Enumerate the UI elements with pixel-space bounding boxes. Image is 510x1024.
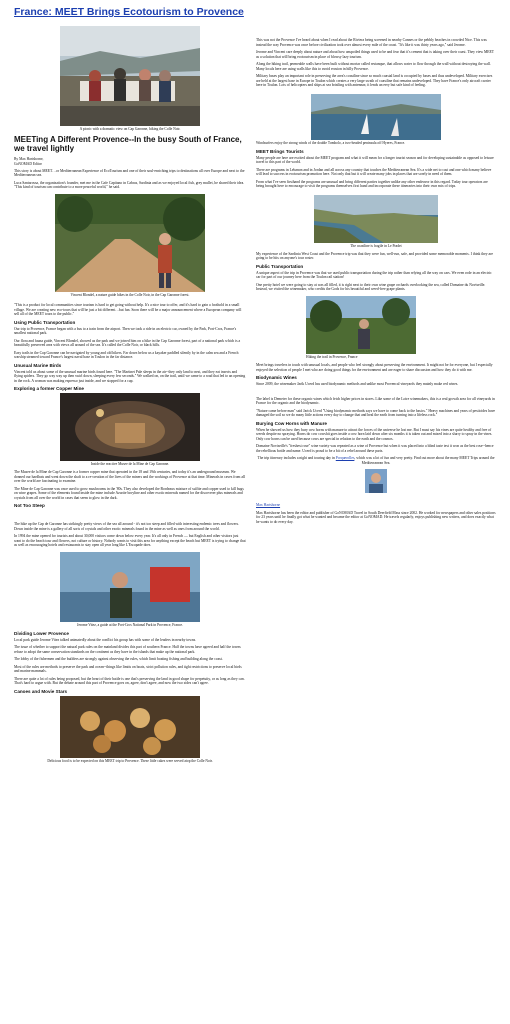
paragraph: When he showed us how they bury cow horns with manure to attract the forces of the universe he lost me. But I must say his vines are quite healthy and free of weeds despite no spraying. Horns do cow cowshit goes inside a cow horn laid down after six months it is taken out and mixed into a slurry to spray in the vines. Only cow horns can be used because cows are special in relation to the earth and the cosmos. (256, 427, 493, 441)
article-headline: MEETing A Different Provence--In the busy South of France, we travel lightly (14, 135, 242, 154)
paragraph: Along the hiking trail, permeable walls have been built without mortar called restanque, that allows water to flow through the wall without destroying the wall. Many locals here are using walls like this to avoid erosion in hilly Provence. (256, 62, 491, 71)
author-avatar (365, 469, 387, 493)
article-title: France: MEET Brings Ecotourism to Provence (14, 6, 244, 18)
section-heading-transport: Using Public Transportation (14, 319, 76, 325)
guide-caption: Jerome Vitez, a guide at the Port-Cros National Park in Provence, France. (77, 622, 183, 627)
paragraph: Many people are here are excited about the MEET program and what it will mean for a longer tourist season and for developing sustainable as opposed to leisure travel to this part of the world. (256, 155, 494, 165)
section-heading-canoes: Canoes and Movie Stars (14, 688, 68, 694)
picnic-photo (60, 26, 200, 126)
paragraph: Local park guide Jerome Vitez talked animatedly about the conflict his group has with some of the leaders in nearby towns. (14, 637, 197, 642)
paragraph: Our trip to Provence, France began with a bus to a train from the airport. Then we took a ride in an electric car, owned by the Park, Port-Cros, France's smallest national park. (14, 326, 237, 335)
trail-caption: Hiking the trail in Provence, France (306, 354, 358, 359)
paragraph: Luca Santarossa, the organization's founder, met me in the Cafe Capitano in Cabras, Sardinia and as we enjoyed local fish, grey mullet, he shared their idea. "This kind of tourism can contribute to a more peaceful world," he said. (14, 180, 245, 190)
paragraph: Most of the rules are methods to preserve the park and ocean--things like limits on boats, strict pollution rules, and tight restrictions to preserve local birds and marine mammals. (14, 664, 242, 674)
windsurf-photo (311, 94, 441, 140)
food-photo (60, 696, 200, 758)
mine-caption: Inside the reactive Musee de la Mine de Cap Garonne. (90, 462, 170, 466)
paragraph: The hike up the Cap de Garonne has strikingly pretty views of the sea all around - it's not too steep and filled with interesting endemic trees and flowers. Down inside the mine is a gallery of all sorts of crystals and other exotic minerals found in the mine as well as ones from around the world. (14, 522, 240, 531)
paragraph: The lobby of the fishermen and the builders are strongly against observing the rules, which limit boating fishing and building along the coast. (14, 657, 223, 662)
paragraph: Domaine Noviseille's "freshest rose" wine variety was repeated as a wine of Provence but when it was placed into a blind taste test it won as the best rose--hence the rebellious bottle and name. Ucerd is proud to be a bit of a rebel around these parts. (256, 444, 494, 453)
paragraph: Since 2009, the winemaker Jarik Ucerd has used biodynamic methods and unlike most Provencal vineyards they mainly make red wines. (256, 382, 459, 387)
paragraph: The Musee de la Mine de Cap Garonne is a former copper mine that operated in the 18 and 19th centuries, and today it's an underground museum. We donned our hardhats and went down the shaft to a re-creation of the lives of the miners and the workings of Provence at that time. Minerals in caves from all over the world are fascinating to examine. (14, 470, 246, 484)
section-heading-bio: Biodynamic Wines (256, 375, 297, 381)
paragraph: One pretty hotel we were going to stay at was all filled, it is right next to their own wine grape orchards overlooking the sea, called Domaine du Noviseille. Instead, we visited the winemaker, who credits the Gods for his beautiful and weed-free grape plants. (256, 282, 486, 292)
paragraph: The issue of whether to support the natural park rules on the mainland divides this part of southern France. Half the towns have agreed and half the towns refuse to adopt the same conservation standards on the continent as they have in the islands that make up the national park. (14, 645, 241, 654)
right-column (256, 38, 496, 527)
paragraph: Vincent told us about some of the unusual marine birds found here. "The Martinet Pale sleeps in the air--they only land to nest, and they eat insects and flying spiders. They go way way up then swirl down, sleeping every few seconds." We walked on, on the trail, until we came to a road that led to an opening in the rock. A woman was making espresso just inside, and we stopped for a cup. (14, 369, 246, 383)
paragraph: A unique aspect of the trip in Provence was that we used public transportation during the trip rather than relying all the way on cars. We even rode in an electric car for part of our journey here from the Toulon rail station! (256, 270, 492, 280)
section-heading-tourists: MEET Brings Tourists (256, 148, 304, 154)
hiker-caption: Vincent Blondel, a nature guide hikes in the Colle Noir, in the Cap Garonne forest. (70, 292, 190, 297)
picnic-caption: A picnic with a dramatic view on Cap Garonne, hiking the Colle Noir. (79, 127, 181, 131)
paragraph: Easy trails in the Cap Garonne can be navigated by young and old hikers. Far down below us a kayaker paddled silently by in the calm sea and a French warship steamed toward France's largest naval base in Toulon in the far distance. (14, 350, 239, 359)
hiker-photo (55, 194, 205, 292)
guide-photo (60, 552, 200, 622)
food-caption: Delicious food is to be expected on this MEET trip to Provence. These little cakes were served atop the Colle Noir. (47, 758, 213, 763)
paragraph: From what I've seen firsthand the programs are unusual and bring different parties together unlike any other endeavor in this regard. Today tour operators are being brought here to encourage to visit the programs themselves first hand and incorporate these itineraries into their own mix of trips. (256, 179, 488, 189)
paragraph: "This is a product for local communities since tourism is hard to get going without help. It's a nice tour to offer, and it's hard to gain a foothold in a small village. We are creating new eco-tours that will be just a bit different…but fun. Soon there will be a major announcement where a European company will sell all of the MEET tours to the public." (14, 303, 242, 316)
author-bio: Max Hartshorne has been the editor and publisher of GoNOMAD Travel in South Deerfield Mass since 2002. He worked for newspapers and other sales positions for 23 years until he finally got what he wanted and became the editor at GoNOMAD. He travels regularly, enjoys publishing new writers, and does exactly what he wants to do every day. (256, 510, 496, 524)
byline-role: GoNOMAD Editor (14, 161, 42, 166)
paragraph: This was not the Provence I've heard about when I read about the Riviera being screened in nearby Cannes or the pebbly beaches in crowded Nice. This was instead the way Provence was once before civilization took over almost every mile of the coast. "It's like it was thirty years ago," said Jerome. (256, 38, 487, 47)
trail-photo (306, 296, 416, 354)
paragraph: In 1994 the mine opened for tourists and about 30,000 visitors come down below every year. It's all only in French — but English and other visitors just want to do the beach tour and flowers, not culture or history. Nobody wants to visit this area for anything except the beach but MEET is trying to change that as well as encouraging hotels and restaurants to stay open all year long like L'Escapade does. (14, 534, 246, 548)
paragraph: Jerome and Vincent care deeply about nature and about how unspoiled things used to be and fear that it's cement that is taking over their coast. They view MEET as a solution that will bring ecotourism in place of blowsy lazy tourism. (256, 50, 494, 59)
section-heading-mine: Exploring a former Copper Mine (14, 386, 84, 391)
section-heading-burying: Burying Cow Horns with Manure (256, 420, 327, 426)
author-link[interactable]: Max Hartshorne (256, 503, 281, 508)
coast-caption: The coastline is fragile in Le Pradet (350, 243, 402, 248)
paragraph: My experience of the Sardinia West Coast and the Provence trip was that they were fun, well-run, safe, and provided some memorable moments. I think they are going to be hits on anyone's tour roster. (256, 251, 493, 261)
byline-name: By Max Hartshorne, (14, 157, 44, 162)
section-heading-birds: Unusual Marine Birds (14, 362, 62, 368)
windsurf-caption: Windsurfers enjoy the strong winds of the double Tombolo, a two-headed peninsula off Hyeres, France. (256, 140, 406, 145)
paragraph: This story is about MEET…or Mediterranean Experience of EcoTourism and one of their soul-enriching trips to destinations all over Europe and next to the Mediterranean sea. (14, 168, 245, 178)
mine-photo (60, 393, 200, 461)
trip-note (256, 456, 496, 465)
section-heading-lower: Dividing Lower Provence (14, 630, 69, 636)
paragraph: "Nature came before man" said Jarick Ucerd "Using biodynamic methods says we have to come back to the basics." Heavy machines and years of pesticides have damaged the soil so we do many little actions every day to change that and heal the earth from turning into a lifeless rock." (256, 408, 496, 418)
author-section (256, 503, 496, 524)
left-column (14, 26, 246, 767)
trip-note-post: , which was a lot of fun and very pretty. Find out more about the many MEET Trips around the Mediterranean Sea. (354, 456, 495, 465)
coast-photo (314, 195, 438, 243)
section-heading-steep: Not Too Steep (14, 503, 45, 509)
trip-note-pre: The trip itinerary includes a night and touring day in (257, 456, 336, 461)
paragraph: There are programs in Lebanon and in Jordan and all across any country that touches the Mediterranean Sea. It's a wide net to cast and one which many believe will lead to success in ecotourism promotion here. Not only that but it will create many jobs in places that are sorely in need of them. (256, 167, 492, 177)
porquerolles-link[interactable]: Porquerolles (335, 456, 355, 461)
paragraph: Our flora and fauna guide, Vincent Blondel, showed us the park and we joined him on a hike in the Cap Garonne forest, part of a national park which is a beautifully preserved area with views all around of the sea. It's called the Colle Noir, or black hills. (14, 338, 241, 347)
paragraph: The Mine de Cap Garonne was once used to grow mushrooms in the '80s. They also developed the Bordeaux mixture of sulfite and copper used to kill bugs on wine grapes. Some of the elements found inside the mine include Azurite boryline and other exotic minerals named for the discoverer plus minerals and crystals from all over the world in cases that seem to glow in the dark. (14, 486, 244, 500)
paragraph: Military bases play an important role in preserving the area's coastline since so much coastal land is occupied by bases and thus undeveloped. Military exercises are held at the largest base in Europe in Toulon which creates a very large swath of coastline that remains undeveloped. They have France's only aircraft carrier here in Toulon. Lots of helicopters and ships at sea bristling with antennas; it lends an eery but safe kind of feeling. (256, 74, 493, 87)
byline (14, 157, 246, 166)
paragraph: There are quite a lot of rules being proposed, but the heart of their battle is one that's preserving the land in good shape for perpetuity, or as long as they can. That's hard to argue with. But the debate around this part of Provence goes on, agree, don't agree, and now the two sides can't agree. (14, 676, 245, 686)
paragraph: Meet brings travelers in touch with unusual locals, and people who feel strongly about preserving the environment. It might not be for everyone, but I especially enjoyed the selection of people I met who are doing good things for the environment and are eager to share discussion and how they do it with me. (256, 363, 493, 372)
section-heading-public: Public Transportation (256, 263, 304, 269)
paragraph: The label is Demeter for these organic wines which fetch higher prices in stores. Like some of the Loire winemakers, this is a real growth area for all vineyards in France for the organic and the biodynamic. (256, 396, 495, 406)
